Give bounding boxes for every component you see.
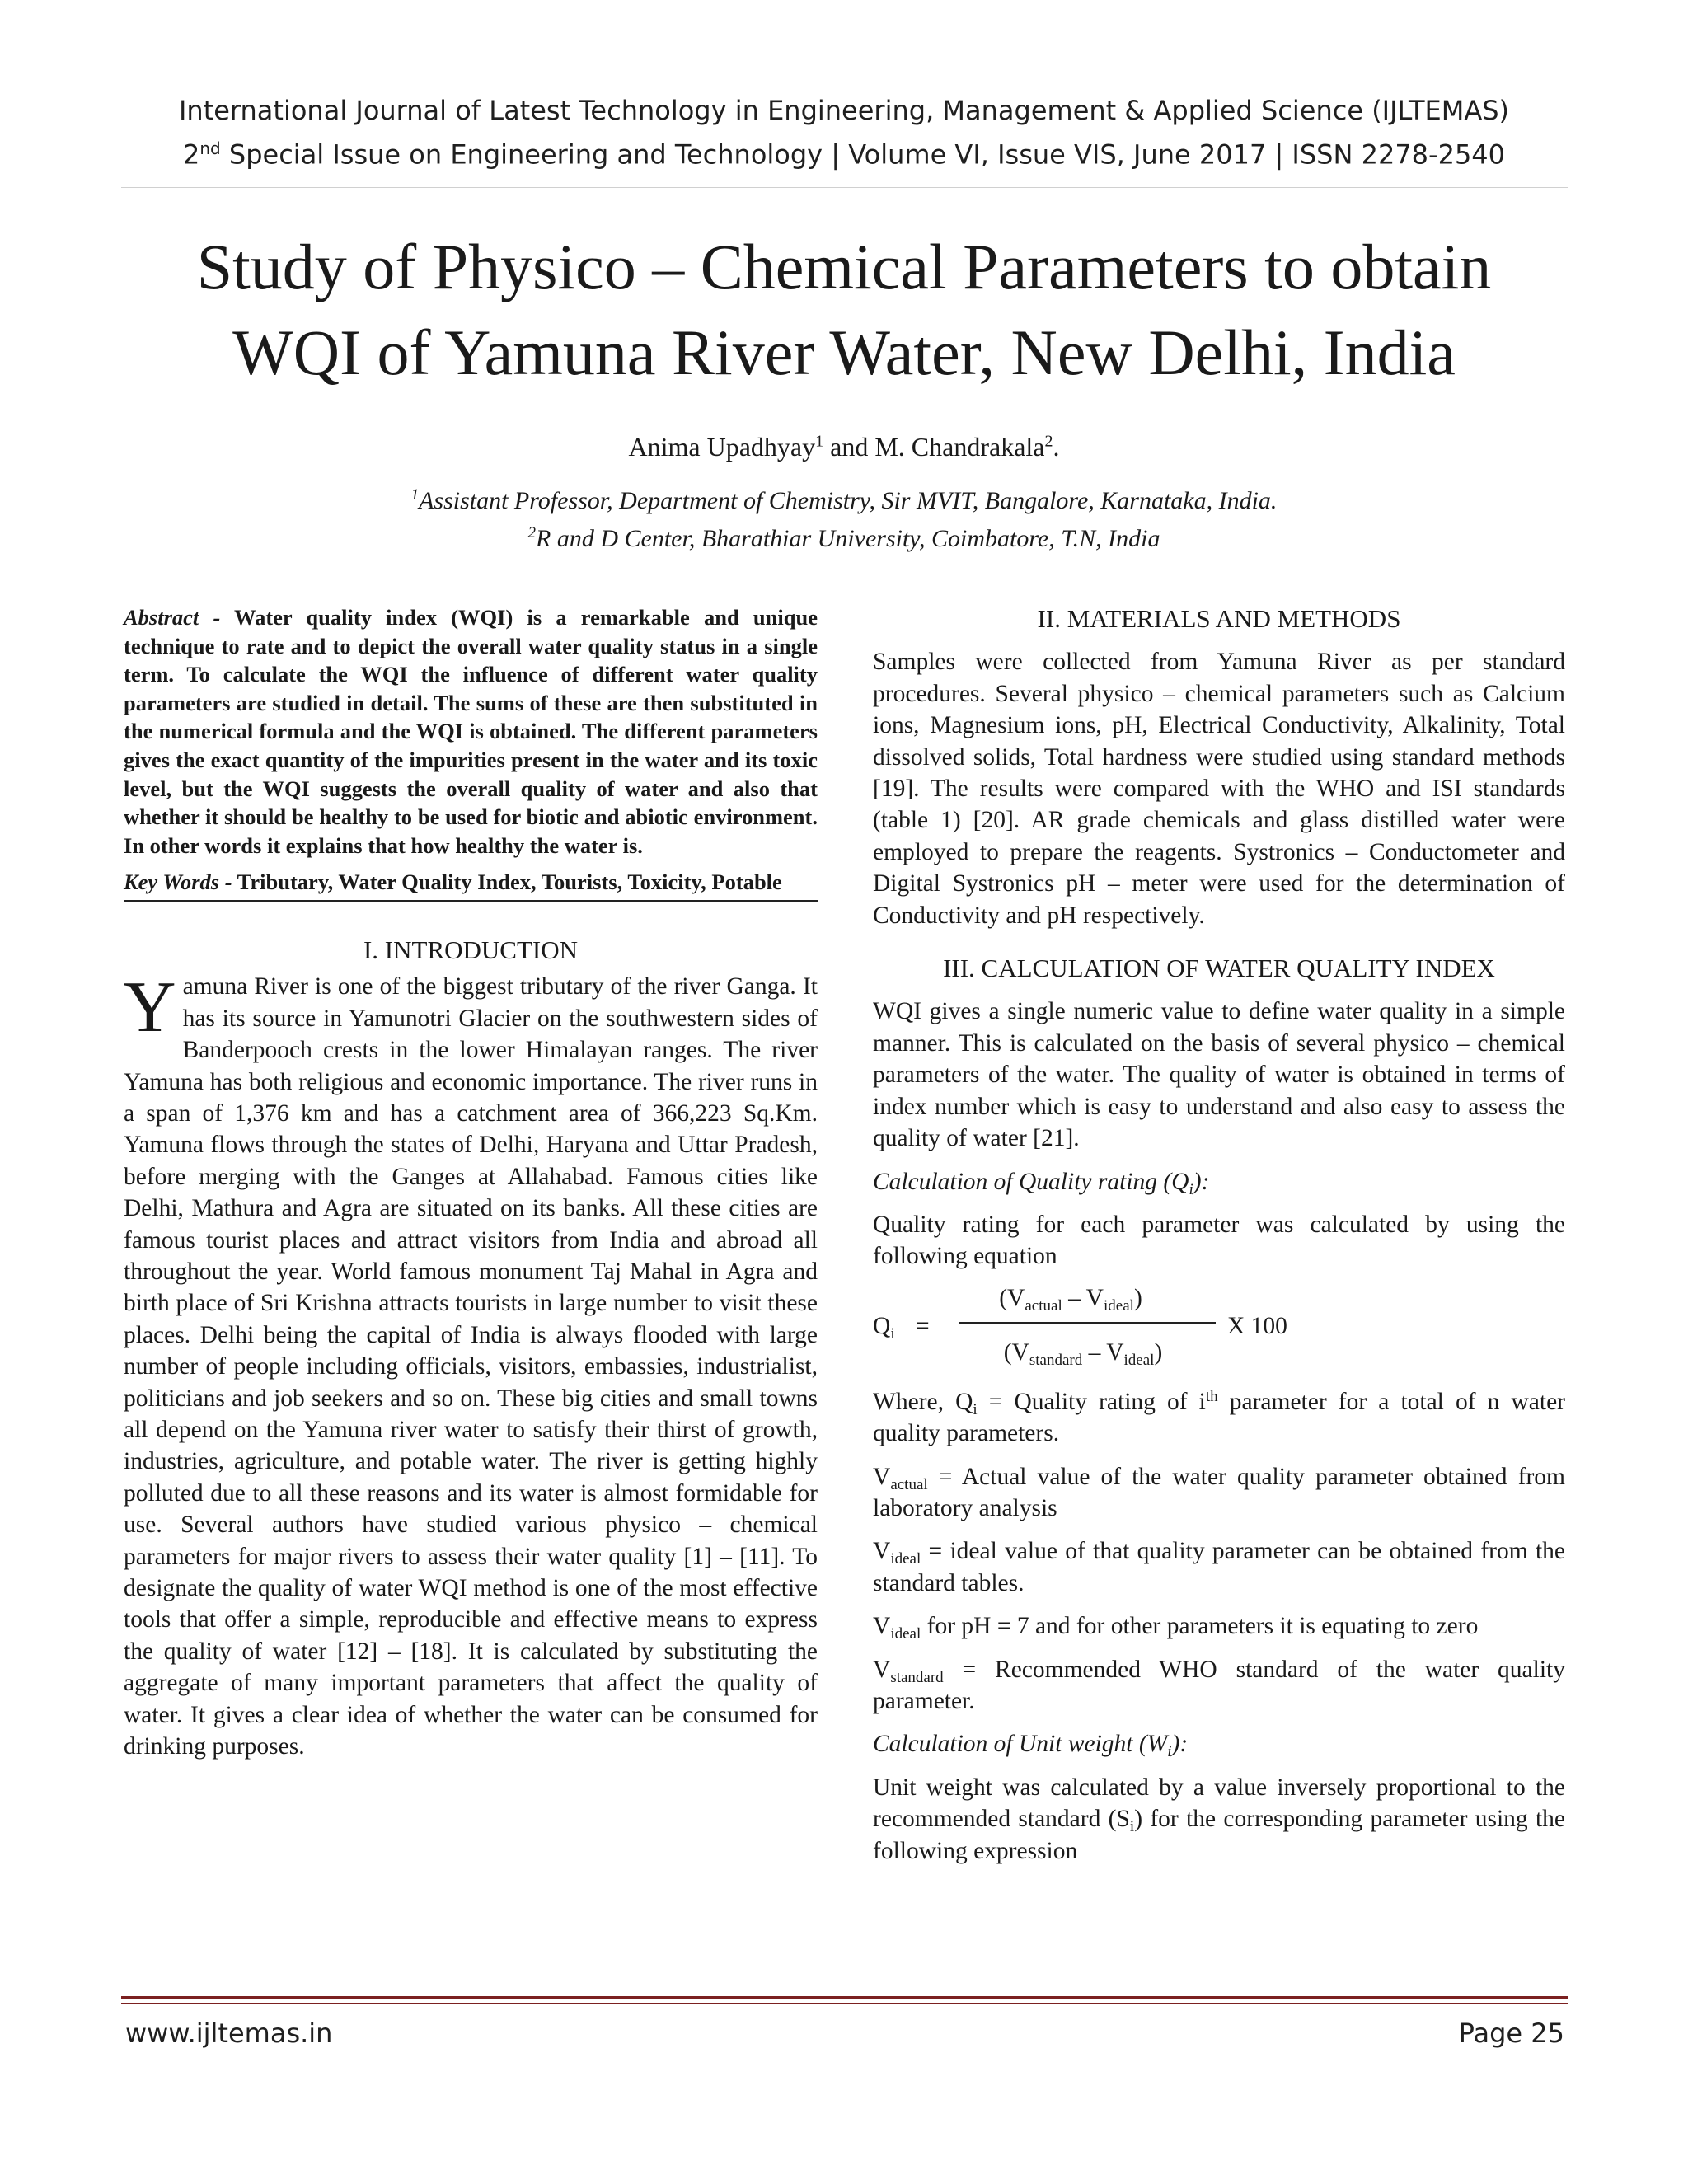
v-ideal-definition [873, 1535, 1565, 1599]
unit-weight-paragraph [873, 1772, 1565, 1867]
keywords-text: Tributary, Water Quality Index, Tourists, Toxicity, Potable [232, 869, 782, 895]
quality-rating-paragraph: Quality rating for each parameter was calculated by using the following equation [873, 1211, 1565, 1270]
v-ideal-ph-symbol: V [873, 1613, 891, 1640]
footer-website: www.ijltemas.in [125, 2018, 333, 2049]
quality-rating-equation [873, 1277, 1565, 1375]
unit-weight-heading-text: Calculation of Unit weight (W [873, 1731, 1168, 1758]
v-standard-text: = Recommended WHO standard of the water quality parameter. [873, 1656, 1565, 1714]
where-text: Where, Q [873, 1388, 973, 1415]
v-actual-symbol: V [873, 1463, 891, 1490]
footer-divider-thick [121, 1996, 1568, 1999]
where-subscript: i [973, 1400, 978, 1418]
header-issue-number: 2 [182, 138, 200, 171]
v-actual-subscript: actual [890, 1475, 928, 1493]
right-column [873, 603, 1565, 1867]
denominator-standard-subscript: standard [1029, 1351, 1083, 1369]
section-heading-wqi-calculation: III. CALCULATION OF WATER QUALITY INDEX [943, 954, 1495, 983]
v-actual-text: = Actual value of the water quality parameter obtained from laboratory analysis [873, 1463, 1565, 1521]
unit-weight-heading-end: ): [1171, 1731, 1189, 1758]
title-line-2: WQI of Yamuna River Water, New Delhi, India [232, 316, 1456, 388]
author-2-affiliation-mark: 2 [1044, 432, 1053, 451]
page-number: Page 25 [1458, 2018, 1564, 2049]
title-line-1: Study of Physico – Chemical Parameters to obtain [196, 231, 1492, 302]
left-column [124, 603, 818, 1763]
author-1: Anima Upadhyay [628, 432, 816, 462]
v-ideal-subscript: ideal [890, 1550, 921, 1568]
introduction-paragraph [124, 968, 818, 1762]
author-list [0, 432, 1688, 462]
equation-denominator [972, 1337, 1194, 1368]
abstract-text: Water quality index (WQI) is a remarkable and unique technique to rate and to depict the overall water quality status in a single term. To calculate the WQI the influence of different water quality parameters are studied in detail. The sums of these are then substituted in the numerical formula and the WQI is obtained. The different parameters gives the exact quantity of the impurities present in the water and its toxic level, but the WQI suggests the overall quality of water and also that whether it should be healthy to be used for biotic and abiotic environment. In other words it explains that how healthy the water is. [124, 605, 818, 858]
quality-rating-heading-subscript: i [1189, 1180, 1193, 1198]
affiliation-2-mark: 2 [528, 524, 536, 541]
equation-multiplier: X 100 [1227, 1312, 1287, 1339]
abstract-divider [124, 900, 818, 902]
subheading-unit-weight [873, 1728, 1565, 1760]
numerator-minus: – V [1062, 1284, 1104, 1311]
paper-title [82, 224, 1606, 396]
denominator-close: ) [1154, 1338, 1163, 1366]
v-standard-subscript: standard [890, 1668, 944, 1686]
v-ideal-text: = ideal value of that quality parameter can be obtained from the standard tables. [873, 1538, 1565, 1596]
numerator-close: ) [1133, 1284, 1142, 1311]
methods-paragraph: Samples were collected from Yamuna River as per standard procedures. Several physico – chemical parameters such as Calcium ions, Magnesium ions, pH, Electrical Conductivity, Alkalinity, Total dissolved solids, Total hardness were studied using standard methods [19]. The results were compared with the WHO and ISI standards (table 1) [20]. AR grade chemicals and glass distilled water were employed to prepare the reagents. Systronics – Conductometer and Digital Systronics pH – meter were used for the determination of Conductivity and pH respectively. [873, 649, 1565, 929]
v-actual-definition [873, 1461, 1565, 1525]
subheading-quality-rating [873, 1166, 1565, 1197]
v-standard-symbol: V [873, 1656, 891, 1683]
fraction-bar [959, 1322, 1216, 1324]
unit-weight-subscript: i [1129, 1818, 1135, 1836]
affiliation-1 [0, 486, 1688, 515]
keywords [124, 868, 818, 897]
unit-weight-heading-subscript: i [1167, 1743, 1172, 1761]
numerator-ideal-subscript: ideal [1104, 1296, 1134, 1315]
denominator-minus: – V [1082, 1338, 1124, 1366]
author-2: and M. Chandrakala [823, 432, 1045, 462]
author-1-affiliation-mark: 1 [815, 432, 824, 451]
wqi-intro-paragraph: WQI gives a single numeric value to define water quality in a simple manner. This is calculated on the basis of several physico – chemical parameters of the water. The quality of water is obtained in terms of index number which is easy to understand and also easy to assess the quality of water [21]. [873, 998, 1565, 1152]
drop-cap: Y [124, 968, 176, 1048]
affiliation-1-mark: 1 [410, 486, 420, 504]
header-issue-ordinal: nd [199, 138, 221, 158]
unit-weight-end: ) for the corresponding parameter using the following expression [873, 1806, 1565, 1864]
footer-divider-thin [121, 2003, 1568, 2004]
equation-lhs-symbol: Q [873, 1312, 891, 1339]
header-divider [121, 187, 1568, 188]
equation-numerator [980, 1282, 1161, 1314]
equation-equals-sign: = [916, 1312, 930, 1339]
affiliation-1-text: Assistant Professor, Department of Chemistry, Sir MVIT, Bangalore, Karnataka, India. [419, 487, 1278, 514]
header-issue-text: Special Issue on Engineering and Technology | Volume VI, Issue VIS, June 2017 | ISSN 2278-2540 [220, 138, 1506, 171]
quality-rating-heading-end: ): [1193, 1168, 1210, 1195]
equation-lhs-subscript: i [890, 1324, 895, 1343]
v-standard-definition [873, 1654, 1565, 1718]
quality-rating-heading-text: Calculation of Quality rating (Q [873, 1168, 1189, 1195]
v-ideal-ph-text: for pH = 7 and for other parameters it is equating to zero [921, 1613, 1479, 1640]
abstract-label: Abstract - [124, 605, 221, 630]
numerator-actual-subscript: actual [1025, 1296, 1062, 1315]
v-ideal-symbol: V [873, 1538, 891, 1565]
equation-lhs [873, 1310, 895, 1342]
affiliation-2 [0, 524, 1688, 553]
where-middle: = Quality rating of i [977, 1388, 1206, 1415]
v-ideal-ph-note [873, 1610, 1565, 1642]
affiliation-2-text: R and D Center, Bharathiar University, Coimbatore, T.N, India [536, 525, 1160, 552]
journal-header-line1: International Journal of Latest Technology in Engineering, Management & Applied Science (IJLTEMAS) [178, 95, 1510, 126]
unit-weight-text: Unit weight was calculated by a value inversely proportional to the recommended standard (S [873, 1774, 1565, 1833]
where-definition [873, 1386, 1565, 1450]
denominator-ideal-subscript: ideal [1123, 1351, 1155, 1369]
keywords-label: Key Words - [124, 869, 232, 895]
abstract [124, 603, 818, 860]
author-list-end: . [1053, 432, 1060, 462]
v-ideal-ph-subscript: ideal [890, 1625, 921, 1643]
journal-header-line2 [0, 138, 1688, 171]
denominator-open: (V [1003, 1338, 1029, 1366]
section-heading-methods: II. MATERIALS AND METHODS [1037, 604, 1401, 633]
introduction-text: amuna River is one of the biggest tributary of the river Ganga. It has its source in Yamunotri Glacier on the southwestern sides of Banderpooch crests in the lower Himalayan ranges. The river Yamuna has both religious and economic importance. The river runs in a span of 1,376 km and has a catchment area of 366,223 Sq.Km. Yamuna flows through the states of Delhi, Haryana and Uttar Pradesh, before merging with the Ganges at Allahabad. Famous cities like Delhi, Mathura and Agra are situated on its banks. All these cities are famous tourist places and attract visitors from India and abroad all throughout the year. World famous monument Taj Mahal in Agra and birth place of Sri Krishna attracts tourists in large number to visit these places. Delhi being the capital of India is always flooded with large number of people including officials, visitors, embassies, industrialist, politicians and job seekers and so on. These big cities and small towns all depend on the Yamuna river water to satisfy their thirst of growth, industries, agriculture, and potable water. The river is getting highly polluted due to all these reasons and its water is almost formidable for use. Several authors have studied various physico – chemical parameters for major rivers to assess their water quality [1] – [11]. To designate the quality of water WQI method is one of the most effective tools that offer a simple, reproducible and effective means to express the quality of water [12] – [18]. It is calculated by substituting the aggregate of many important parameters that affect the quality of water. It gives a clear idea of whether the water can be consumed for drinking purposes. [124, 973, 818, 1760]
where-superscript: th [1205, 1387, 1218, 1405]
section-heading-introduction: I. INTRODUCTION [363, 935, 579, 964]
where-end: parameter for a total of n water quality parameters. [873, 1388, 1566, 1447]
numerator-open: (V [999, 1284, 1025, 1311]
